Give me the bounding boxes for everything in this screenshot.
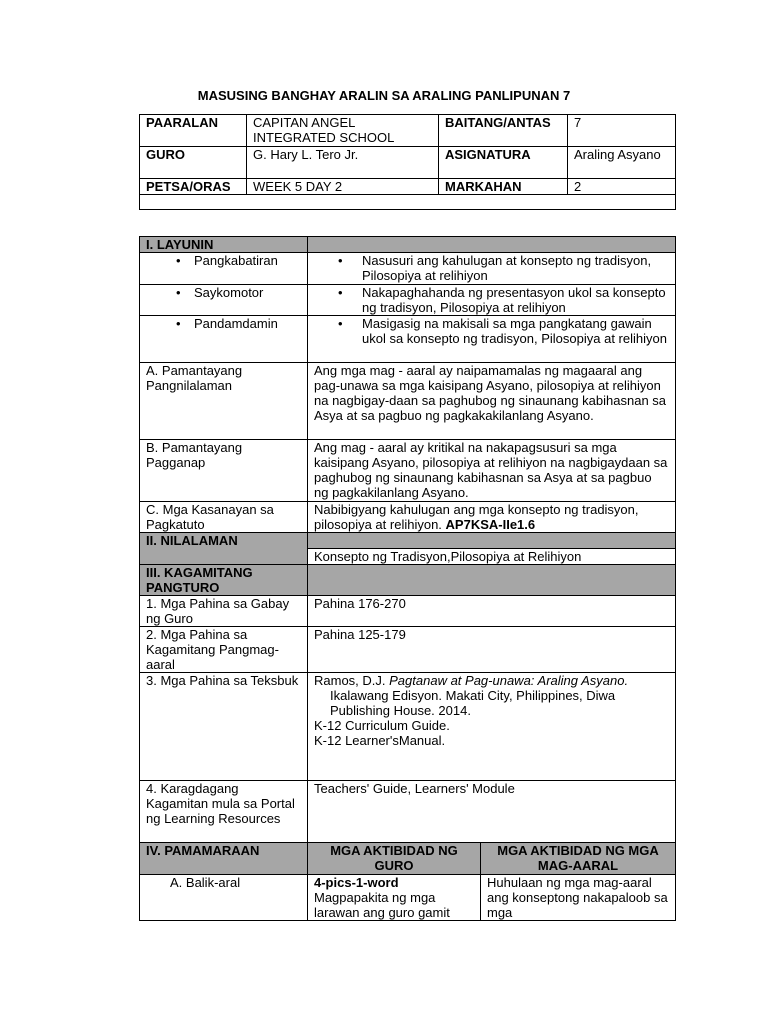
- kagamitan-heading: III. KAGAMITANG PANGTURO: [140, 565, 308, 596]
- teksbuk-label: 3. Mga Pahina sa Teksbuk: [140, 673, 308, 781]
- pandamdamin-text: • Masigasig na makisali sa mga pangkatang gawain ukol sa konsepto ng tradisyon, Pilosopiya at relihiyon: [308, 316, 676, 363]
- saykomotor-text: • Nakapaghahanda ng presentasyon ukol sa konsepto ng tradisyon, Pilosopiya at relihiyon: [308, 285, 676, 316]
- gabay-guro-label: 1. Mga Pahina sa Gabay ng Guro: [140, 596, 308, 627]
- kagamitang-pangmagaaral-label: 2. Mga Pahina sa Kagamitang Pangmag-aaral: [140, 627, 308, 673]
- nilalaman-text: Konsepto ng Tradisyon,Pilosopiya at Relihiyon: [314, 549, 582, 564]
- lesson-plan-table: [139, 236, 676, 921]
- kasanayan-text: [308, 502, 676, 533]
- empty-row: [140, 195, 676, 210]
- nilalaman-heading: II. NILALAMAN: [140, 533, 308, 565]
- pamantayang-pangnilalaman-label: A. Pamantayang Pangnilalaman: [140, 363, 308, 440]
- pamamaraan-heading: IV. PAMAMARAAN: [140, 843, 308, 875]
- document-title: MASUSING BANGHAY ARALIN SA ARALING PANLIPUNAN 7: [197, 88, 571, 103]
- nilalaman-cell: [308, 533, 676, 565]
- magaaral-column-header: MGA AKTIBIDAD NG MGA MAG-AARAL: [481, 843, 676, 875]
- markahan-label: MARKAHAN: [439, 179, 568, 195]
- curriculum-guide: K-12 Curriculum Guide.: [314, 718, 450, 733]
- kagamitang-pangmagaaral-text: Pahina 125-179: [308, 627, 676, 673]
- asignatura-label: ASIGNATURA: [439, 147, 568, 179]
- balik-aral-activity-title: 4-pics-1-word: [314, 875, 399, 890]
- pamantayang-pangnilalaman-text: Ang mga mag - aaral ay naipamamalas ng magaaral ang pag-unawa sa mga kaisipang Asyano, pilosopiya at relihiyon na nagbigay-daan sa paghubog ng sinaunang kabihasnan sa Asya at sa pagbuo ng pagkakakilanlang Asyano.: [308, 363, 676, 440]
- gabay-guro-text: Pahina 176-270: [308, 596, 676, 627]
- kasanayan-code: AP7KSA-IIe1.6: [445, 517, 536, 532]
- asignatura-value: Araling Asyano: [568, 147, 676, 179]
- teksbuk-book-title: Pagtanaw at Pag-unawa: Araling Asyano.: [389, 673, 629, 688]
- nilalaman-heading-fill: [308, 533, 675, 549]
- paaralan-label: PAARALAN: [140, 115, 247, 147]
- petsa-value: WEEK 5 DAY 2: [247, 179, 439, 195]
- baitang-value: 7: [568, 115, 676, 147]
- guro-value: G. Hary L. Tero Jr.: [247, 147, 439, 179]
- balik-aral-guro-text: Magpapakita ng mga larawan ang guro gamit: [314, 890, 450, 920]
- pamantayang-pagganap-text: Ang mag - aaral ay kritikal na nakapagsusuri sa mga kaisipang Asyano, pilosopiya at relihiyon na nagbigaydaan sa paghubog ng sinaunang kabihasnan sa Asya at sa pagbuo ng pagkakilanlang Asyano.: [308, 440, 676, 502]
- info-table: [139, 114, 676, 210]
- layunin-heading: I. LAYUNIN: [140, 237, 308, 253]
- kagamitan-heading-fill: [308, 565, 676, 596]
- layunin-heading-fill: [308, 237, 676, 253]
- markahan-value: 2: [568, 179, 676, 195]
- teksbuk-reference: Ramos, D.J. Pagtanaw at Pag-unawa: Araling Asyano. Ikalawang Edisyon. Makati City, Philippines, Diwa Publishing House. 2014.: [314, 673, 629, 718]
- baitang-label: BAITANG/ANTAS: [439, 115, 568, 147]
- kasanayan-description: Nabibigyang kahulugan ang mga konsepto ng tradisyon, pilosopiya at relihiyon.: [314, 502, 639, 532]
- guro-column-header: MGA AKTIBIDAD NG GURO: [308, 843, 481, 875]
- kasanayan-label: C. Mga Kasanayan sa Pagkatuto: [140, 502, 308, 533]
- teksbuk-text: [308, 673, 676, 781]
- karagdagang-kagamitan-text: Teachers' Guide, Learners' Module: [308, 781, 676, 843]
- balik-aral-label: A. Balik-aral: [140, 875, 308, 921]
- petsa-label: PETSA/ORAS: [140, 179, 247, 195]
- guro-label: GURO: [140, 147, 247, 179]
- pangkabatiran-label: • Pangkabatiran: [140, 253, 308, 285]
- balik-aral-guro: [308, 875, 481, 921]
- pandamdamin-label: • Pandamdamin: [140, 316, 308, 363]
- pangkabatiran-text: • Nasusuri ang kahulugan at konsepto ng tradisyon, Pilosopiya at relihiyon: [308, 253, 676, 285]
- paaralan-value: CAPITAN ANGEL INTEGRATED SCHOOL: [247, 115, 439, 147]
- balik-aral-magaaral: Huhulaan ng mga mag-aaral ang konseptong nakapaloob sa mga: [481, 875, 676, 921]
- karagdagang-kagamitan-label: 4. Karagdagang Kagamitan mula sa Portal ng Learning Resources: [140, 781, 308, 843]
- pamantayang-pagganap-label: B. Pamantayang Pagganap: [140, 440, 308, 502]
- learners-manual: K-12 Learner'sManual.: [314, 733, 446, 748]
- saykomotor-label: • Saykomotor: [140, 285, 308, 316]
